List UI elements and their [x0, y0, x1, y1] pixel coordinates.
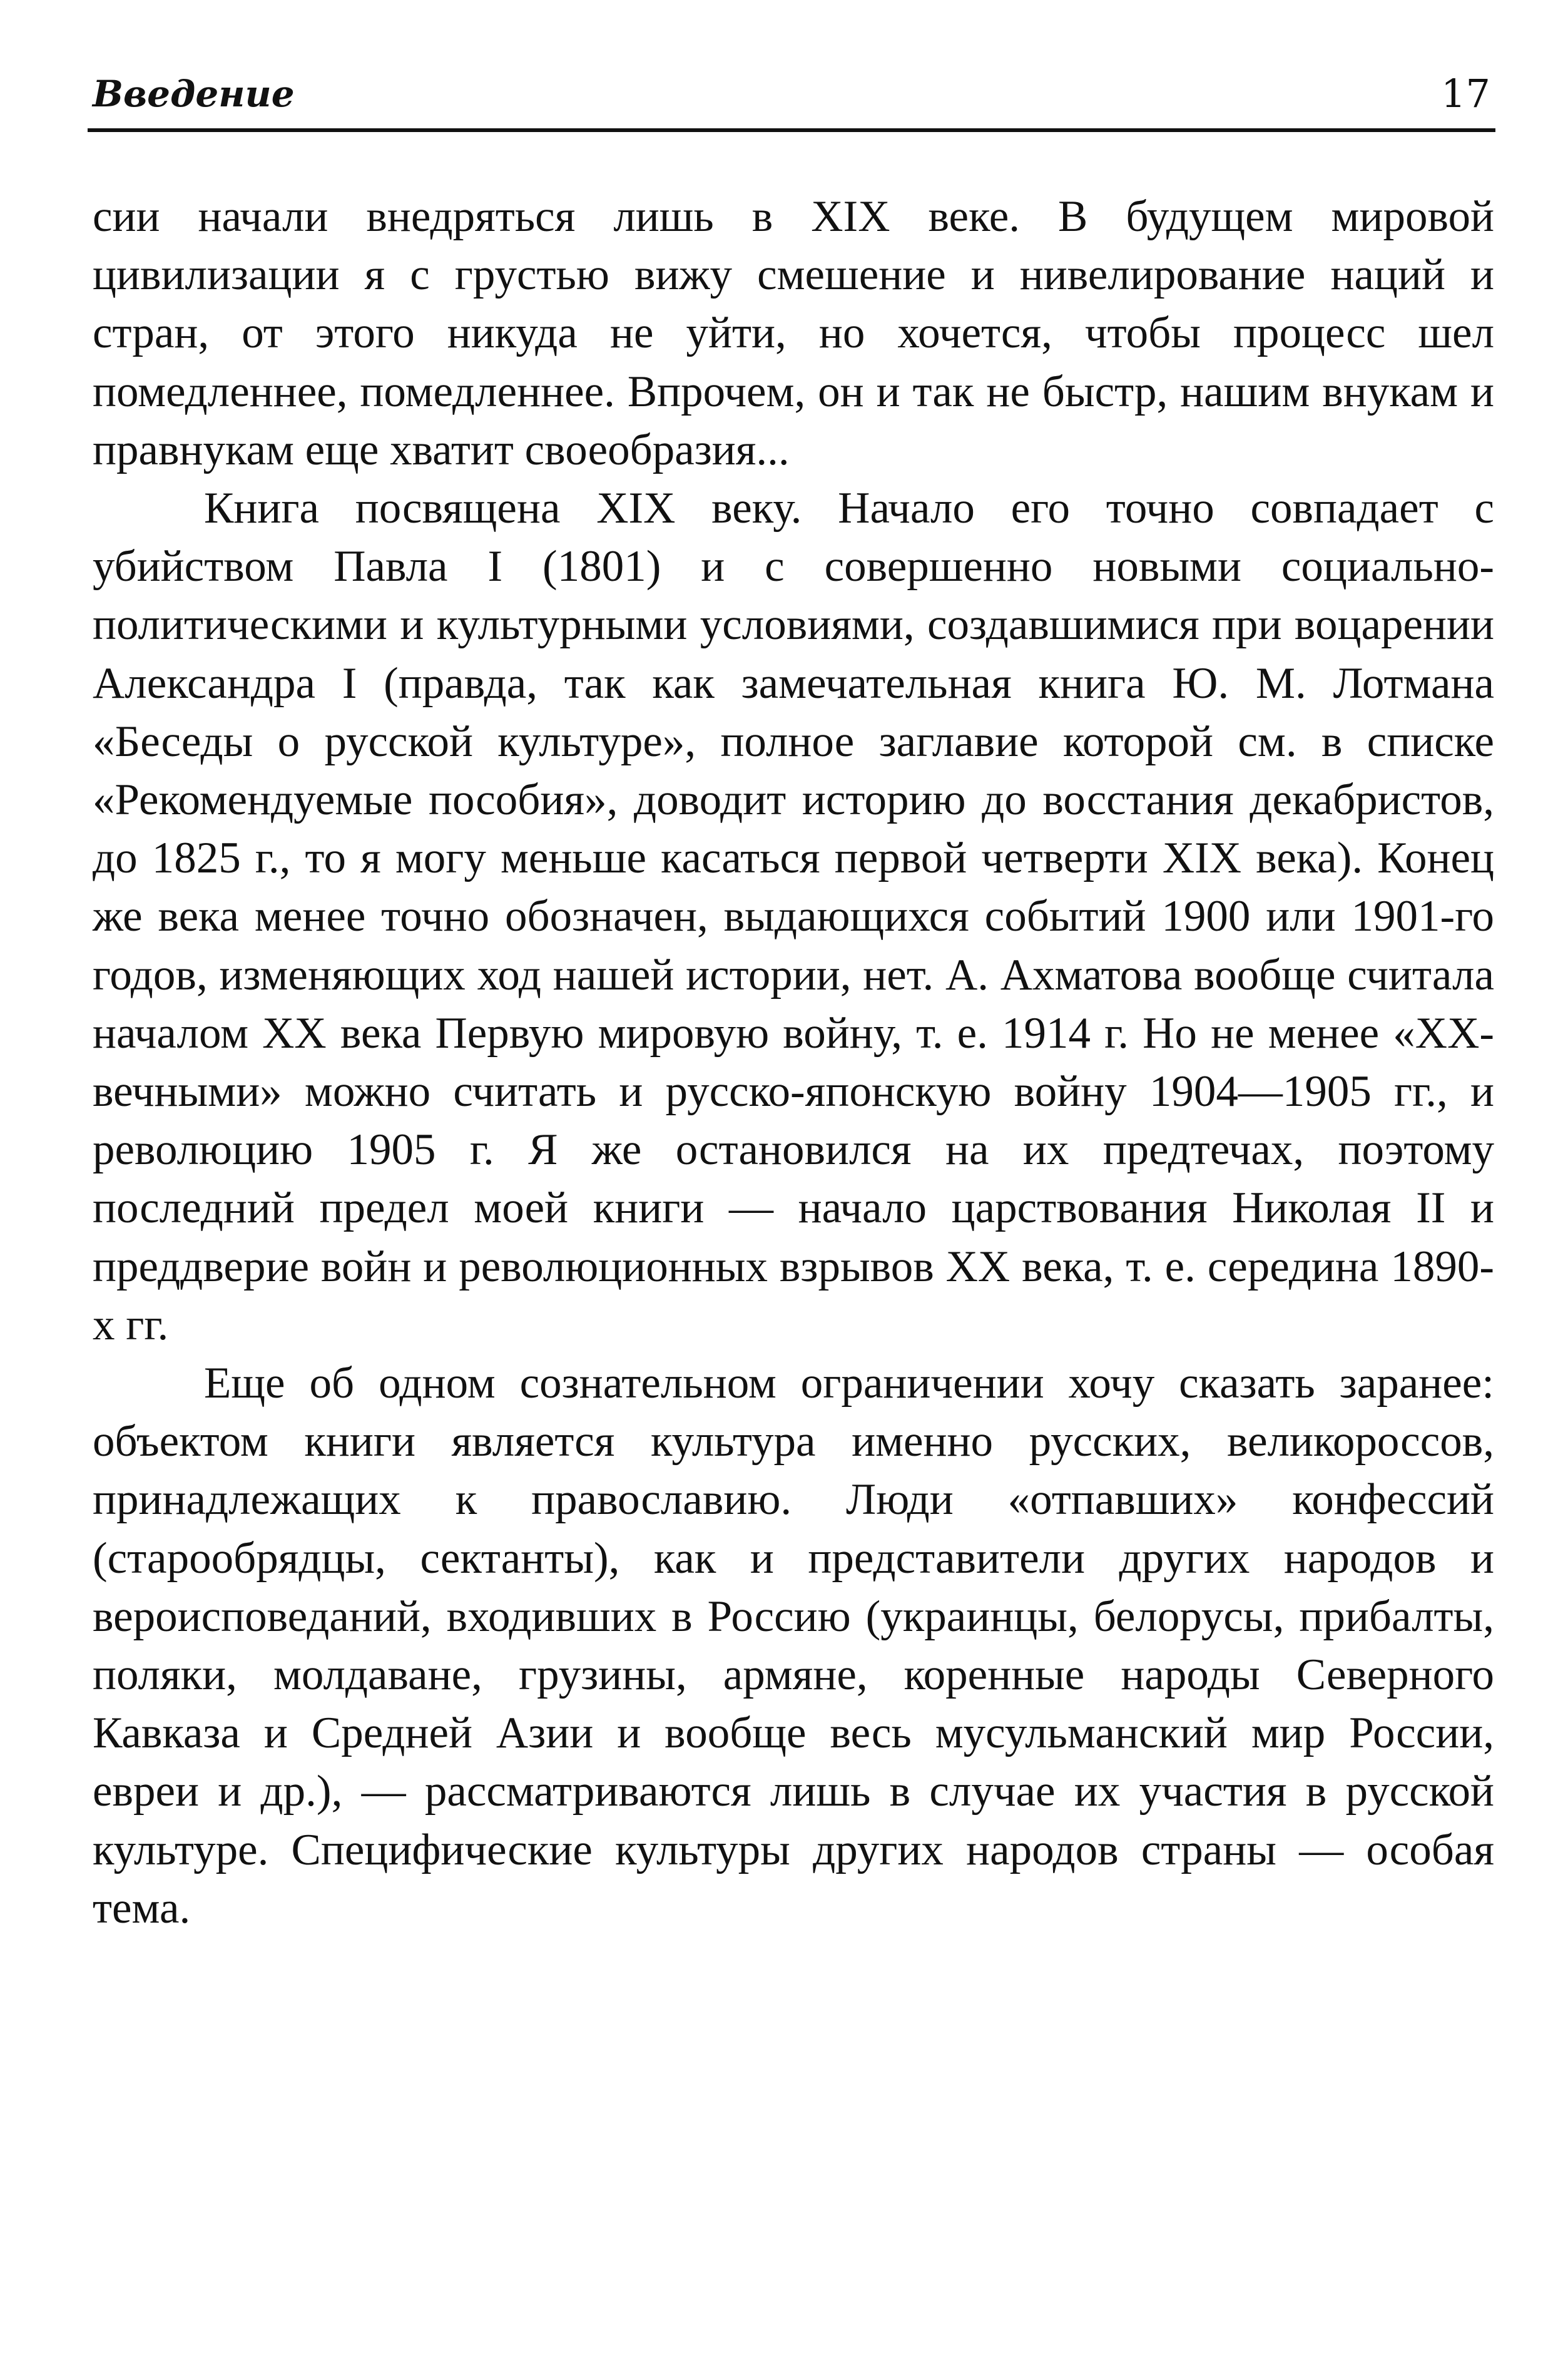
- body-text: [93, 188, 1494, 1938]
- paragraph-limitation: Еще об одном сознательном ограничении хочу сказать заранее: объектом книги является культура именно русских, великороссов, принадлежащих к православию. Люди «отпавших» конфессий (старообрядцы, сектанты), как и представители других народов и вероисповеданий, входивших в Россию (украинцы, белорусы, прибалты, поляки, молдаване, грузины, армяне, коренные народы Северного Кавказа и Средней Азии и вообще весь мусульманский мир России, евреи и др.), — рассматриваются лишь в случае их участия в русской культуре. Специфические культуры других народов страны — особая тема.: [93, 1359, 1494, 1933]
- section-title: Введение: [93, 73, 295, 115]
- page-number: 17: [1441, 71, 1490, 116]
- running-header: [88, 59, 1495, 132]
- paragraph-continuation: сии начали внедряться лишь в XIX веке. В будущем мировой цивилизации я с грустью вижу смешение и нивелирование наций и стран, от этого никуда не уйти, но хочется, чтобы процесс шел помедленнее, помедленнее. Впрочем, он и так не быстр, нашим внукам и правнукам еще хватит своеобразия...: [93, 192, 1494, 474]
- paragraph-book-scope: Книга посвящена XIX веку. Начало его точно совпадает с убийством Павла I (1801) и с совершенно новыми социально-политическими и культурными условиями, создавшимися при воцарении Александра I (правда, так как замечательная книга Ю. М. Лотмана «Беседы о русской культуре», полное заглавие которой см. в списке «Рекомендуемые пособия», доводит историю до восстания декабристов, до 1825 г., то я могу меньше касаться первой четверти XIX века). Конец же века менее точно обозначен, выдающихся событий 1900 или 1901-го годов, изменяющих ход нашей истории, нет. А. Ахматова вообще считала началом XX века Первую мировую войну, т. е. 1914 г. Но не менее «XX-вечными» можно считать и русско-японскую войну 1904—1905 гг., и революцию 1905 г. Я же остановился на их предтечах, поэтому последний предел моей книги — начало царствования Николая II и преддверие войн и революционных взрывов XX века, т. е. середина 1890-х гг.: [93, 484, 1494, 1349]
